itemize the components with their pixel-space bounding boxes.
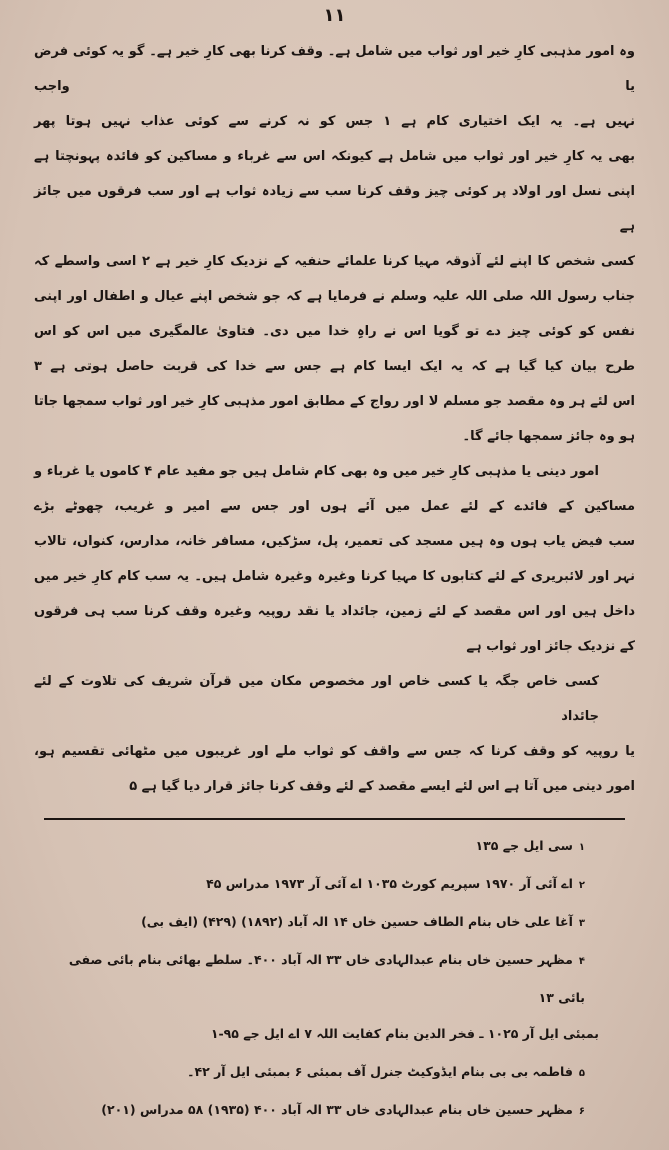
page-number: ۱۱ xyxy=(323,5,346,26)
footnote xyxy=(44,828,625,866)
footnote-text: مظہر حسین خاں بنام عبدالہادی خاں ۳۳ الہ آباد ۴۰۰۔ سلطے بھائی بنام بائی صفی بائی ۱۳ xyxy=(68,952,585,1005)
body-line: وہ امور مذہبی کارِ خیر اور ثواب میں شامل ہے۔ وقف کرنا بھی کارِ خیر ہے۔ گو یہ کوئی فرض یا واجب xyxy=(34,44,635,94)
body-line: کسی شخص کا اپنے لئے آذوقہ مہیا کرنا علمائے حنفیہ کے نزدیک کارِ خیر ہے ۲ اسی واسطے کہ xyxy=(34,254,635,269)
body-line: سب فیض یاب ہوں وہ ہیں مسجد کی تعمیر، پل، سڑکیں، مسافر خانہ، مدارس، کنواں، تالاب xyxy=(34,534,635,549)
body-line: یا روپیہ کو وقف کرنا کہ جس سے واقف کو ثواب ملے اور غریبوں میں مٹھائی تقسیم ہو، xyxy=(34,744,635,759)
body-line: جناب رسول اللہ صلی اللہ علیہ وسلم نے فرمایا ہے کہ جو شخص اپنے عیال و اطفال اور اپنی xyxy=(34,289,635,304)
footnote xyxy=(44,1054,625,1092)
body-line: بھی یہ کارِ خیر اور ثواب میں شامل ہے کیونکہ اس سے غرباء و مساکین کو فائدہ پہونچتا ہے xyxy=(34,149,635,164)
footnote-marker: ۳ xyxy=(578,918,585,929)
footnote-marker: ۱ xyxy=(578,842,585,853)
body-line: داخل ہیں اور اس مقصد کے لئے زمین، جائداد یا نقد روپیہ وغیرہ وقف کرنا سب ہی فرقوں xyxy=(34,604,635,619)
body-line: کسی خاص جگہ یا کسی خاص اور مخصوص مکان میں قرآن شریف کی تلاوت کے لئے جائداد xyxy=(34,674,599,724)
footnote-marker: ۵ xyxy=(578,1068,585,1079)
body-line: اس لئے ہر وہ مقصد جو مسلم لا اور رواج کے مطابق امور مذہبی کارِ خیر اور ثواب سمجھا جاتا xyxy=(34,394,635,409)
footnotes xyxy=(44,828,625,1130)
footnote xyxy=(44,1016,625,1054)
footnote-text: بمبئی ایل آر ۱۰۲۵ ـ فخر الدین بنام کفایت اللہ ۷ اے ایل جے ۹۵-۱ xyxy=(210,1026,599,1041)
footnote-marker: ۲ xyxy=(578,880,585,891)
footnote xyxy=(44,904,625,942)
body-line: اپنی نسل اور اولاد پر کوئی چیز وقف کرنا سب سے زیادہ ثواب ہے اور سب فرقوں میں جائز ہے xyxy=(34,184,635,234)
footnote-text: مظہر حسین خاں بنام عبدالہادی خاں ۳۳ الہ آباد ۴۰۰ (۱۹۳۵) ۵۸ مدراس (۲۰۱) xyxy=(101,1102,573,1117)
body-line: نفس کو کوئی چیز دے تو گویا اس نے راہِ خدا میں دی۔ فتاویٰ عالمگیری میں اس کو اس xyxy=(34,324,635,339)
body-line: ہو وہ جائز سمجھا جائے گا۔ xyxy=(462,429,635,444)
body-text xyxy=(34,34,635,804)
footnote xyxy=(44,1092,625,1130)
body-line: امور دینی یا مذہبی کارِ خیر میں وہ بھی کام شامل ہیں جو مفید عام ۴ کاموں یا غرباء و xyxy=(34,464,599,479)
footnote-divider xyxy=(44,818,625,820)
footnote xyxy=(44,866,625,904)
body-line: کے نزدیک جائز اور ثواب ہے xyxy=(466,639,635,654)
footnote-text: آغا علی خاں بنام الطاف حسین خاں ۱۴ الہ آباد (۱۸۹۲) (۴۲۹) (ایف بی) xyxy=(141,914,573,929)
footnote-text: سی ایل جے ۱۳۵ xyxy=(475,838,573,853)
footnote-text: اے آئی آر ۱۹۷۰ سپریم کورٹ ۱۰۳۵ اے آئی آر ۱۹۷۳ مدراس ۴۵ xyxy=(206,876,573,891)
body-line: نہیں ہے۔ یہ ایک اختیاری کام ہے ۱ جس کو نہ کرنے سے کوئی عذاب نہیں ہوتا پھر xyxy=(34,114,635,129)
body-line: مساکین کے فائدے کے لئے عمل میں آئے ہوں اور جس سے امیر و غریب، چھوٹے بڑے xyxy=(34,499,635,514)
body-line: طرح بیان کیا گیا ہے کہ یہ ایک ایسا کام ہے جس سے خدا کی قربت حاصل ہوتی ہے ۳ xyxy=(34,359,635,374)
footnote xyxy=(44,942,625,1016)
footnote-marker: ۴ xyxy=(578,956,585,967)
footnote-marker: ۶ xyxy=(578,1106,585,1117)
body-line: نہر اور لائبریری کے لئے کتابوں کا مہیا کرنا وغیرہ وغیرہ شامل ہیں۔ یہ سب کام کارِ خیر میں xyxy=(34,569,635,584)
footnote-text: فاطمہ بی بی بنام ایڈوکیٹ جنرل آف بمبئی ۶ بمبئی ایل آر ۴۲۔ xyxy=(187,1064,573,1079)
body-line: امور دینی میں آتا ہے اس لئے ایسے مقصد کے لئے وقف کرنا جائز قرار دیا گیا ہے ۵ xyxy=(129,779,635,794)
